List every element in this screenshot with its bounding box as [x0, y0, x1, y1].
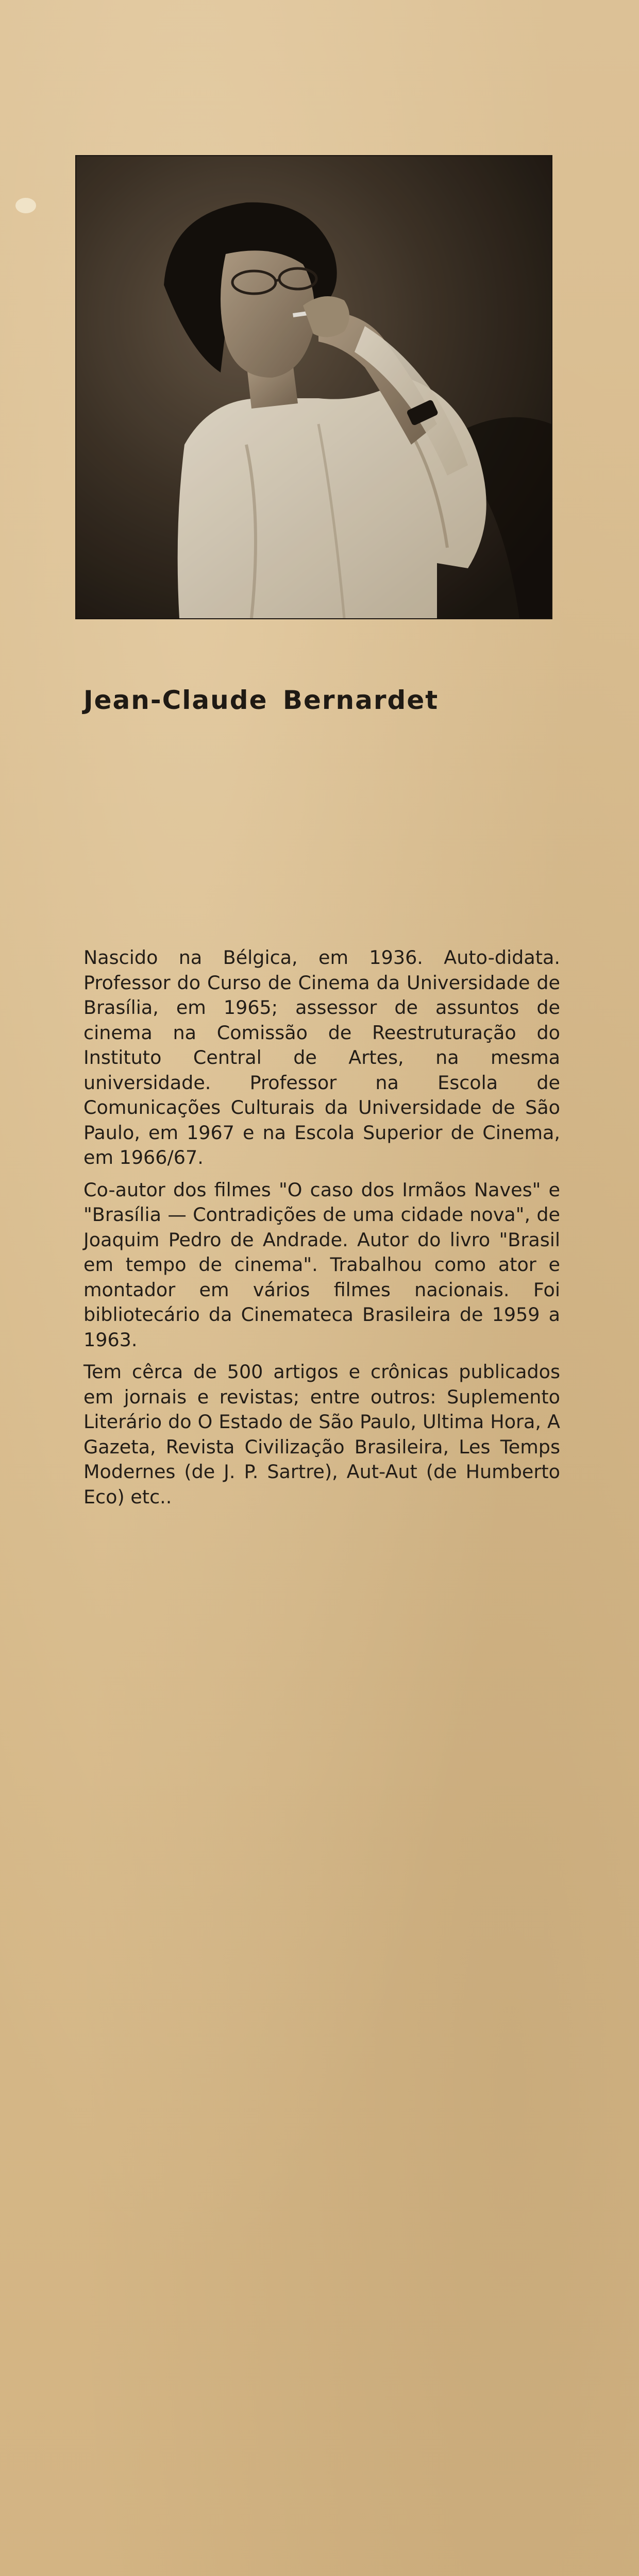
author-photo-image [76, 156, 551, 618]
author-name: Jean-Claude Bernardet [83, 685, 439, 715]
biography-paragraph: Nascido na Bélgica, em 1936. Auto-didata. Professor do Curso de Cinema da Universidade de Brasília, em 1965; assessor de assuntos de cinema na Comissão de Reestruturação do Instituto Central de Artes, na mesma universidade. Professor na Escola de Comunicações Culturais da Universidade de São Paulo, em 1967 e na Escola Superior de Cinema, em 1966/67. [83, 946, 560, 1168]
biography-paragraph: Tem cêrca de 500 artigos e crônicas publicados em jornais e revistas; entre outros: Suplemento Literário do O Estado de São Paulo, Ultima Hora, A Gazeta, Revista Civilização Brasileira, Les Temps Modernes (de J. P. Sartre), Aut-Aut (de Humberto Eco) etc.. [83, 1361, 560, 1508]
author-photo [76, 156, 551, 618]
biography-paragraph: Co-autor dos filmes "O caso dos Irmãos Naves" e "Brasília — Contradições de uma cidade nova", de Joaquim Pedro de Andrade. Autor do livro "Brasil em tempo de cinema". Trabalhou como ator e montador em vários filmes nacionais. Foi bibliotecário da Cinemateca Brasileira de 1959 a 1963. [83, 1178, 560, 1351]
paper-stain [15, 198, 36, 213]
author-biography [83, 945, 560, 1517]
